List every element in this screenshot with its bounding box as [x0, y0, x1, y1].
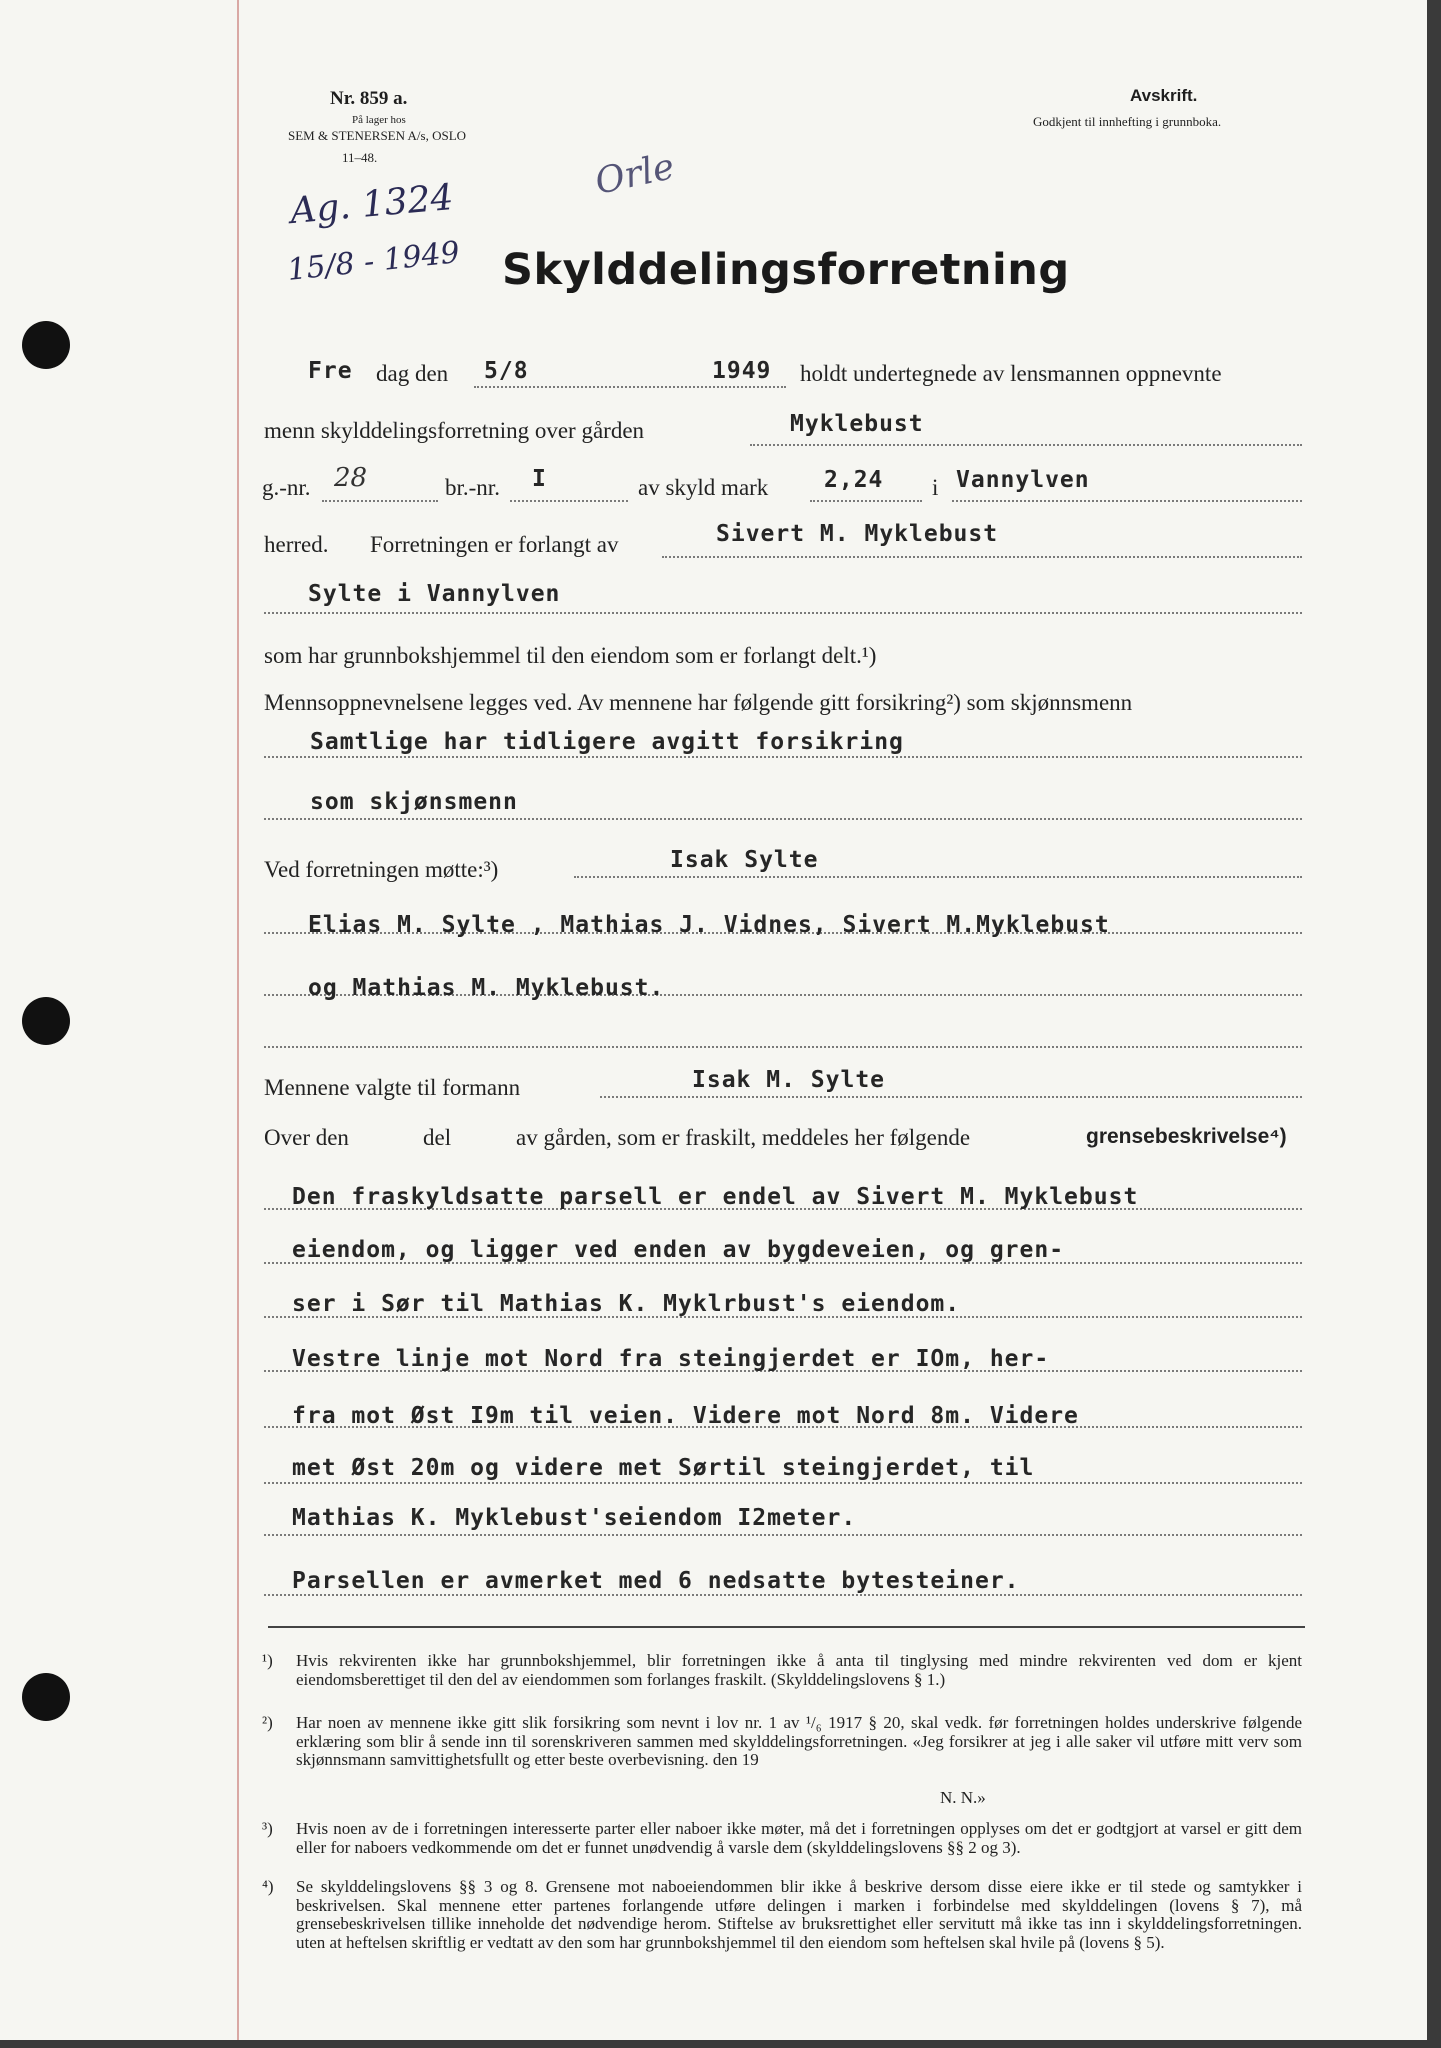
i-label: i: [932, 475, 939, 500]
punch-hole: [22, 997, 70, 1045]
assurance-text: Mennsoppnevnelsene legges ved. Av mennene har følgende gitt forsikring²) som skjønnsmenn: [264, 690, 1133, 715]
footnote-signature-nn: N. N.»: [940, 1788, 986, 1807]
attended-line2: Elias M. Sylte , Mathias J. Vidnes, Sivert M.Myklebust: [308, 912, 1110, 938]
copy-approval: Godkjent til innhefting i grunnboka.: [1033, 114, 1222, 129]
form-publisher: SEM & STENERSEN A/s, OSLO: [288, 128, 467, 143]
boundary-intro-c: av gården, som er fraskilt, meddeles her følgende: [516, 1125, 971, 1150]
form-date: 11–48.: [342, 150, 378, 165]
municipality: Vannylven: [956, 467, 1090, 493]
footnote: ³) Hvis noen av de i forretningen interesserte parter eller naboer ikke møter, må det i forretningen opplyses om det er godtgjort at varsel er gitt dem eller for naboers vedkommende om det er funnet unødvendig å varsle dem (skylddelingslovens §§ 2 og 3).: [262, 1819, 1302, 1857]
herred-label: herred.: [264, 532, 329, 557]
bnr-value: I: [532, 466, 547, 492]
document-title: Skylddelingsforretning: [502, 245, 1070, 295]
footnote: ¹) Hvis rekvirenten ikke har grunnbokshjemmel, blir forretningen ikke å anta til tinglysing med mindre rekvirenten ved dom er kjent eiendomsberettiget til den del av eiendommen som forlanges fraskilt. (Skylddelingslovens § 1.): [262, 1651, 1302, 1689]
punch-hole: [22, 1673, 70, 1721]
date-value: 5/8: [484, 358, 529, 384]
attended-line3: og Mathias M. Myklebust.: [308, 975, 665, 1001]
form-stock-note: På lager hos: [352, 114, 406, 126]
skyld-label: av skyld mark: [638, 475, 769, 500]
boundary-line: met Øst 20m og videre met Sørtil steingjerdet, til: [292, 1455, 1035, 1481]
men-text: menn skylddelingsforretning over gården: [264, 418, 645, 443]
boundary-intro-bold: grensebeskrivelse⁴): [1086, 1125, 1287, 1148]
day-prefix: Fre: [308, 358, 353, 384]
requested-label: Forretningen er forlangt av: [370, 532, 619, 557]
assurance-line1: Samtlige har tidligere avgitt forsikring: [310, 729, 904, 755]
footnote: ⁴) Se skylddelingslovens §§ 3 og 8. Grensene mot naboeiendommen blir ikke å beskrive dersom disse eiere ikke er til stede og samtykker i beskrivelsen. Skal mennene etter partenes forlangende utføre delingen i marken i forbindelse med skylddelingen (lovens § 7), må grensebeskrivelsen tillike inneholde det nødvendige herom. Stiftelse av bruksrettighet eller servitutt må ikke tas inn i skylddelingsforretningen. uten at heftelsen skriftlig er vedtatt av den som har grunnbokshjemmel til den eiendom som heftelsen skal hvile på (lovens § 5).: [262, 1877, 1302, 1952]
boundary-line: ser i Sør til Mathias K. Myklrbust's eiendom.: [292, 1291, 961, 1317]
requested-by-line2: Sylte i Vannylven: [308, 581, 561, 607]
bnr-label: br.-nr.: [445, 475, 500, 500]
boundary-line: Vestre linje mot Nord fra steingjerdet er IOm, her-: [292, 1346, 1050, 1372]
boundary-line: Den fraskyldsatte parsell er endel av Sivert M. Myklebust: [292, 1184, 1139, 1210]
title-holder-text: som har grunnbokshjemmel til den eiendom som er forlangt delt.¹): [264, 643, 877, 668]
margin-line: [237, 0, 239, 2040]
handwritten-signature: Orle: [591, 146, 678, 203]
registration-date: 15/8 - 1949: [285, 235, 462, 288]
boundary-line: Parsellen er avmerket med 6 nedsatte bytesteiner.: [292, 1568, 1020, 1594]
chairman-label: Mennene valgte til formann: [264, 1075, 521, 1100]
skyld-value: 2,24: [824, 467, 884, 493]
boundary-line: eiendom, og ligger ved enden av bygdeveien, og gren-: [292, 1237, 1065, 1263]
day-label: dag den: [376, 361, 449, 386]
year-value: 1949: [712, 358, 772, 384]
attended-label: Ved forretningen møtte:³): [264, 857, 499, 882]
gnr-value: 28: [334, 463, 368, 493]
gnr-label: g.-nr.: [262, 475, 311, 500]
footnote: ²) Har noen av mennene ikke gitt slik forsikring som nevnt i lov nr. 1 av ¹/₆ 1917 § 20, skal vedk. før forretningen holdes underskrive følgende erklæring som blir å sende inn til sorenskriveren sammen med skylddelingsforretningen. «Jeg forsikrer at jeg i alle saker vil utføre mitt verv som skjønnsmann samvittighetsfullt og etter beste overbevisning. den 19: [262, 1713, 1302, 1769]
requested-by: Sivert M. Myklebust: [716, 521, 999, 547]
held-text: holdt undertegnede av lensmannen oppnevnte: [800, 361, 1222, 386]
attended-line1: Isak Sylte: [670, 847, 819, 873]
footnote-rule: [268, 1626, 1305, 1628]
boundary-line: Mathias K. Myklebust'seiendom I2meter.: [292, 1505, 857, 1531]
chairman-name: Isak M. Sylte: [692, 1067, 886, 1093]
assurance-line2: som skjønsmenn: [310, 789, 518, 815]
punch-hole: [22, 321, 70, 369]
boundary-line: fra mot Øst I9m til veien. Videre mot Nord 8m. Videre: [292, 1403, 1079, 1429]
copy-label: Avskrift.: [1130, 86, 1198, 105]
farm-name: Myklebust: [790, 411, 924, 437]
registration-number: Ag. 1324: [288, 176, 456, 233]
boundary-intro-a: Over den: [264, 1125, 349, 1150]
form-number: Nr. 859 a.: [330, 88, 408, 109]
boundary-intro-b: del: [423, 1125, 452, 1150]
